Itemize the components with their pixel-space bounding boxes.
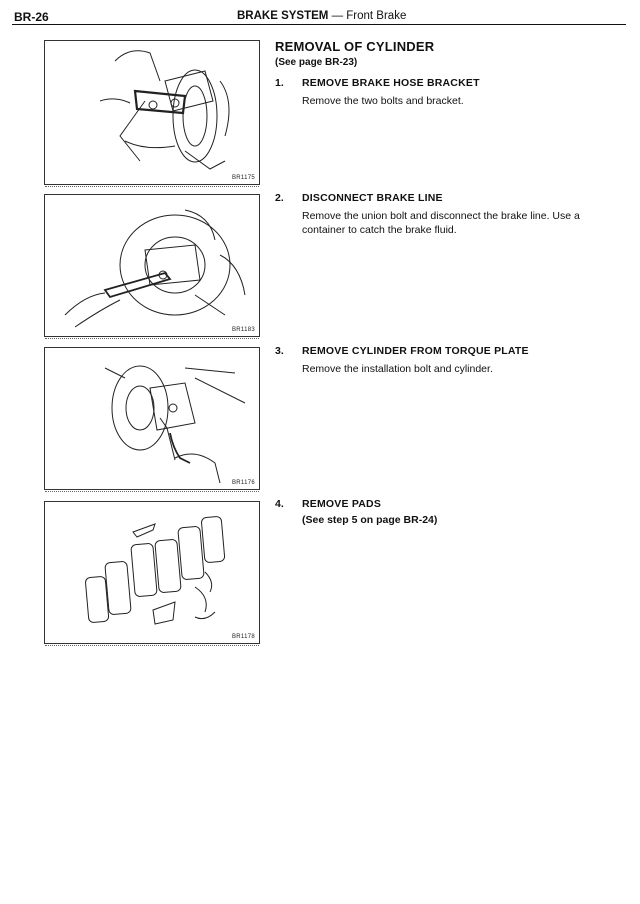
figure-code: BR1175 bbox=[231, 175, 255, 181]
step-title: REMOVE CYLINDER FROM TORQUE PLATE bbox=[302, 345, 529, 357]
step-number: 3. bbox=[275, 345, 284, 357]
header-system: BRAKE SYSTEM bbox=[237, 10, 329, 22]
brake-line-illustration bbox=[45, 195, 259, 336]
figure-divider bbox=[45, 491, 259, 492]
header-section: Front Brake bbox=[346, 10, 407, 22]
figure-brake-line bbox=[44, 194, 260, 337]
step-text: Remove the two bolts and bracket. bbox=[302, 95, 464, 107]
step-number: 2. bbox=[275, 192, 284, 204]
step-text: Remove the union bolt and disconnect the brake line. Use a container to catch the brake fluid. bbox=[302, 210, 580, 236]
cylinder-removal-illustration bbox=[45, 348, 259, 489]
figure-code: BR1178 bbox=[231, 634, 255, 640]
step-title: DISCONNECT BRAKE LINE bbox=[302, 192, 443, 204]
brake-pads-illustration bbox=[45, 502, 259, 643]
page-number: BR-26 bbox=[14, 10, 49, 24]
figure-divider bbox=[45, 186, 259, 187]
page-header bbox=[0, 0, 640, 30]
step-title: REMOVE PADS bbox=[302, 498, 382, 510]
step-title: REMOVE BRAKE HOSE BRACKET bbox=[302, 77, 480, 89]
step-number: 4. bbox=[275, 498, 284, 510]
figure-code: BR1176 bbox=[231, 480, 255, 486]
section-title: REMOVAL OF CYLINDER bbox=[275, 39, 435, 54]
brake-hose-bracket-illustration bbox=[45, 41, 259, 184]
figure-brake-hose-bracket bbox=[44, 40, 260, 185]
header-title bbox=[237, 10, 406, 22]
header-rule bbox=[12, 24, 626, 25]
step-reference: (See step 5 on page BR-24) bbox=[302, 514, 438, 526]
figure-code: BR1183 bbox=[231, 327, 255, 333]
section-subtitle: (See page BR-23) bbox=[275, 57, 358, 68]
figure-divider bbox=[45, 338, 259, 339]
step-number: 1. bbox=[275, 77, 284, 89]
figure-cylinder-removal bbox=[44, 347, 260, 490]
figure-pads bbox=[44, 501, 260, 644]
figure-divider bbox=[45, 645, 259, 646]
header-dash: — bbox=[328, 10, 347, 22]
step-text: Remove the installation bolt and cylinder. bbox=[302, 363, 493, 375]
